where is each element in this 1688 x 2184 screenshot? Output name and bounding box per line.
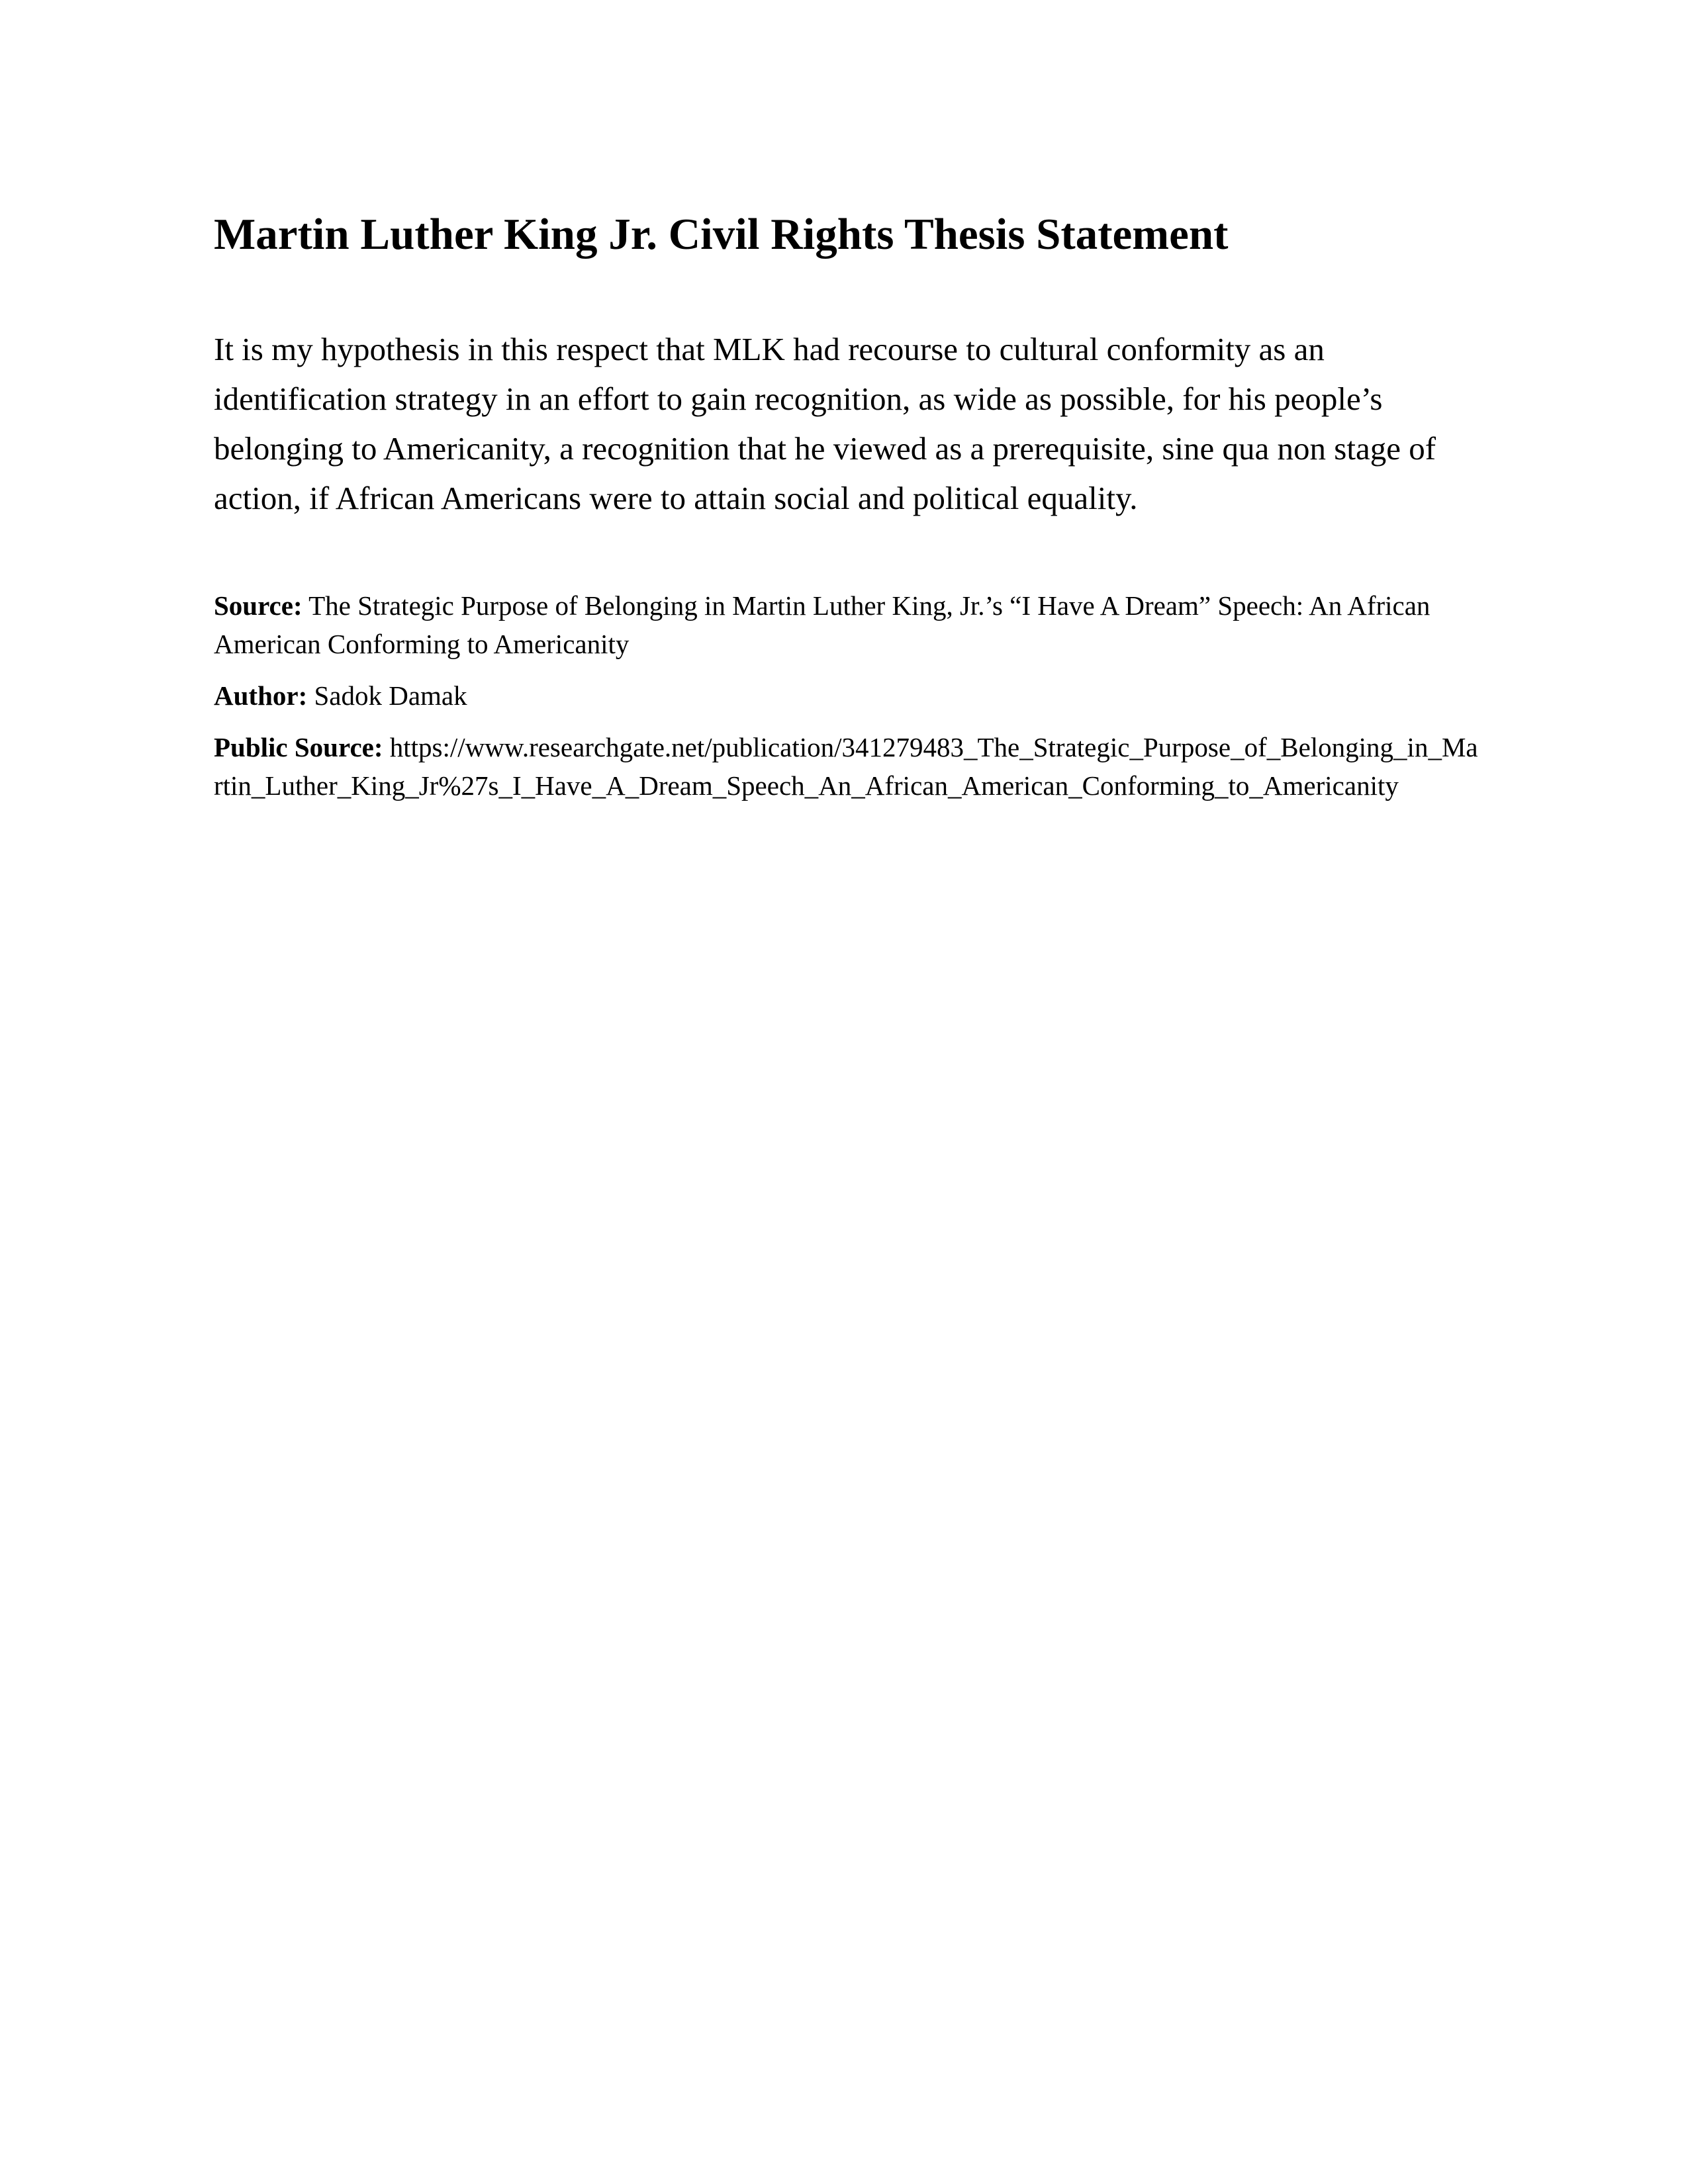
document-page <box>214 210 1478 818</box>
citation-block <box>214 586 1478 805</box>
public-source-label: Public Source: <box>214 731 383 762</box>
thesis-statement: It is my hypothesis in this respect that MLK had recourse to cultural conformity as an identification strategy in an effort to gain recognition, as wide as possible, for his people’s belonging to Americanity, a recognition that he viewed as a prerequisite, sine qua non stage of action, if African Americans were to attain social and political equality. <box>214 330 1436 516</box>
public-source-line <box>214 728 1478 805</box>
public-source-url[interactable]: https://www.researchgate.net/publication/341279483_The_Strategic_Purpose_of_Belonging_in_Martin_Luther_King_Jr%27s_I_Have_A_Dream_Speech_An_African_American_Conforming_to_Americanity <box>214 731 1478 801</box>
author-line <box>214 676 1478 715</box>
page-title: Martin Luther King Jr. Civil Rights Thesis Statement <box>214 210 1229 259</box>
source-label: Source: <box>214 590 303 621</box>
author-label: Author: <box>214 680 308 711</box>
author-value: Sadok Damak <box>314 680 467 711</box>
source-value: The Strategic Purpose of Belonging in Martin Luther King, Jr.’s “I Have A Dream” Speech: An African American Conforming to Americanity <box>214 590 1430 659</box>
source-line <box>214 586 1478 663</box>
